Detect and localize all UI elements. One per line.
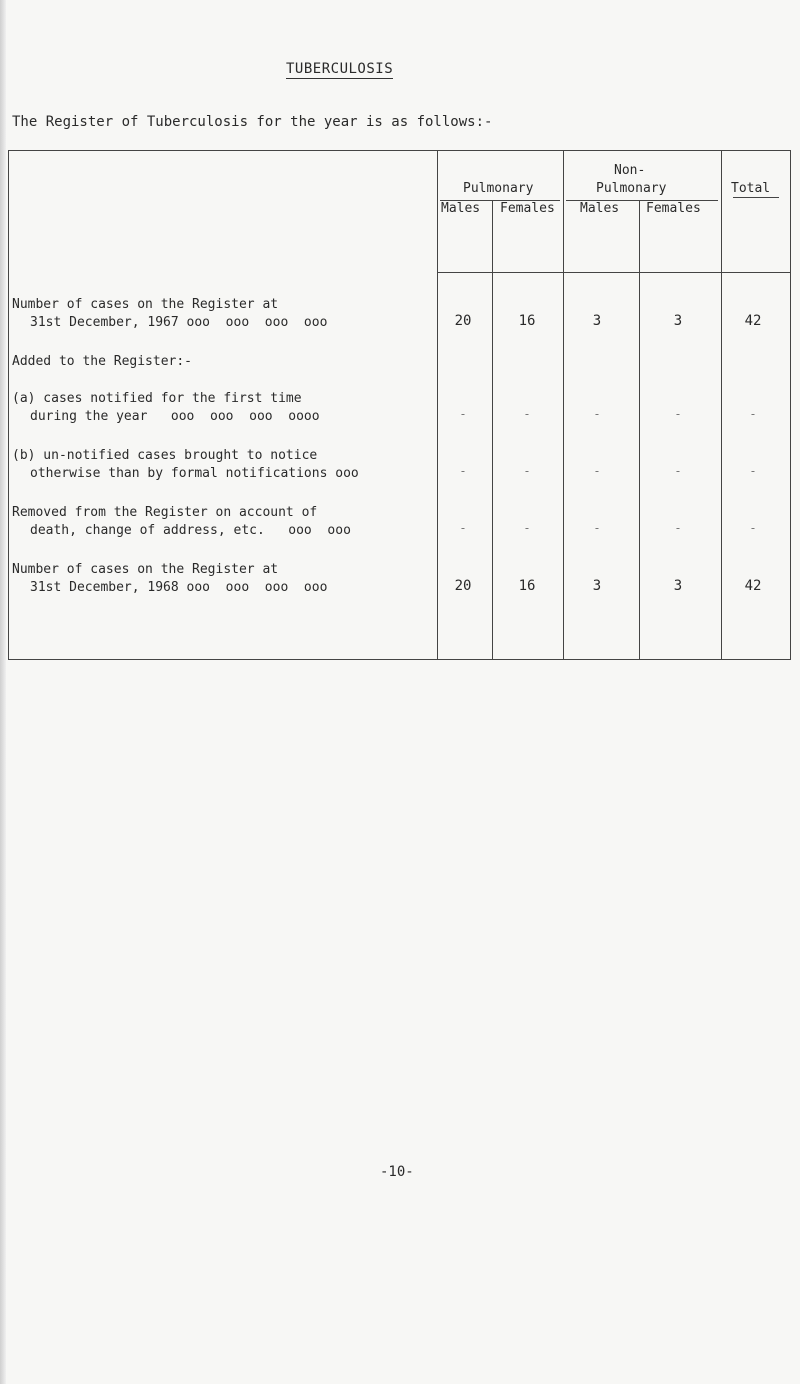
table-cell: - — [674, 464, 682, 478]
row-label: death, change of address, etc. ooo ooo — [30, 523, 351, 538]
row-label: Number of cases on the Register at — [12, 297, 279, 312]
table-cell: - — [674, 521, 682, 535]
table-cell: - — [674, 407, 682, 421]
table-cell: - — [593, 407, 601, 421]
table-cell: - — [749, 464, 757, 478]
row-label: Removed from the Register on account of — [12, 505, 318, 520]
header-p-males: Males — [441, 201, 481, 216]
table-cell: 20 — [454, 313, 472, 329]
table-bottom-border — [8, 659, 791, 660]
col-sep-np-males — [639, 200, 640, 660]
row-label: 31st December, 1967 ooo ooo ooo ooo — [30, 315, 328, 330]
table-cell: 42 — [744, 313, 762, 329]
header-non-pulmonary-line2: Pulmonary — [596, 181, 667, 196]
row-label: 31st December, 1968 ooo ooo ooo ooo — [30, 580, 328, 595]
intro-text: The Register of Tuberculosis for the year is as follows:- — [12, 114, 493, 130]
col-sep-p-males — [492, 200, 493, 660]
table-cell: - — [459, 464, 467, 478]
row-label: Added to the Register:- — [12, 354, 193, 369]
table-right-border — [790, 150, 791, 660]
row-label: during the year ooo ooo ooo oooo — [30, 409, 320, 424]
table-cell: 16 — [518, 313, 536, 329]
header-non-pulmonary-line1: Non- — [614, 163, 646, 178]
page-title: TUBERCULOSIS — [286, 61, 394, 77]
row-label: (a) cases notified for the first time — [12, 391, 302, 406]
table-cell: - — [459, 521, 467, 535]
table-cell: - — [749, 407, 757, 421]
header-pulmonary: Pulmonary — [463, 181, 534, 196]
table-cell: - — [593, 521, 601, 535]
table-cell: 3 — [673, 313, 683, 329]
row-label: (b) un-notified cases brought to notice — [12, 448, 318, 463]
table-cell: 3 — [592, 313, 602, 329]
header-total: Total — [731, 181, 771, 196]
table-cell: - — [523, 407, 531, 421]
header-p-females: Females — [500, 201, 555, 216]
table-cell: 3 — [592, 578, 602, 594]
table-cell: 20 — [454, 578, 472, 594]
table-cell: 42 — [744, 578, 762, 594]
header-np-females: Females — [646, 201, 701, 216]
table-left-border — [8, 150, 9, 660]
col-sep-non-pulmonary — [721, 150, 722, 660]
table-top-border — [8, 150, 791, 151]
page-edge-shadow — [0, 0, 6, 1384]
header-bottom-line — [437, 272, 790, 273]
table-cell: - — [523, 521, 531, 535]
col-sep-label — [437, 150, 438, 660]
table-cell: 16 — [518, 578, 536, 594]
col-sep-pulmonary — [563, 150, 564, 660]
table-cell: 3 — [673, 578, 683, 594]
table-cell: - — [459, 407, 467, 421]
table-cell: - — [523, 464, 531, 478]
table-cell: - — [593, 464, 601, 478]
page-number: -10- — [380, 1164, 414, 1180]
row-label: Number of cases on the Register at — [12, 562, 279, 577]
header-np-males: Males — [580, 201, 620, 216]
row-label: otherwise than by formal notifications ooo — [30, 466, 359, 481]
table-cell: - — [749, 521, 757, 535]
